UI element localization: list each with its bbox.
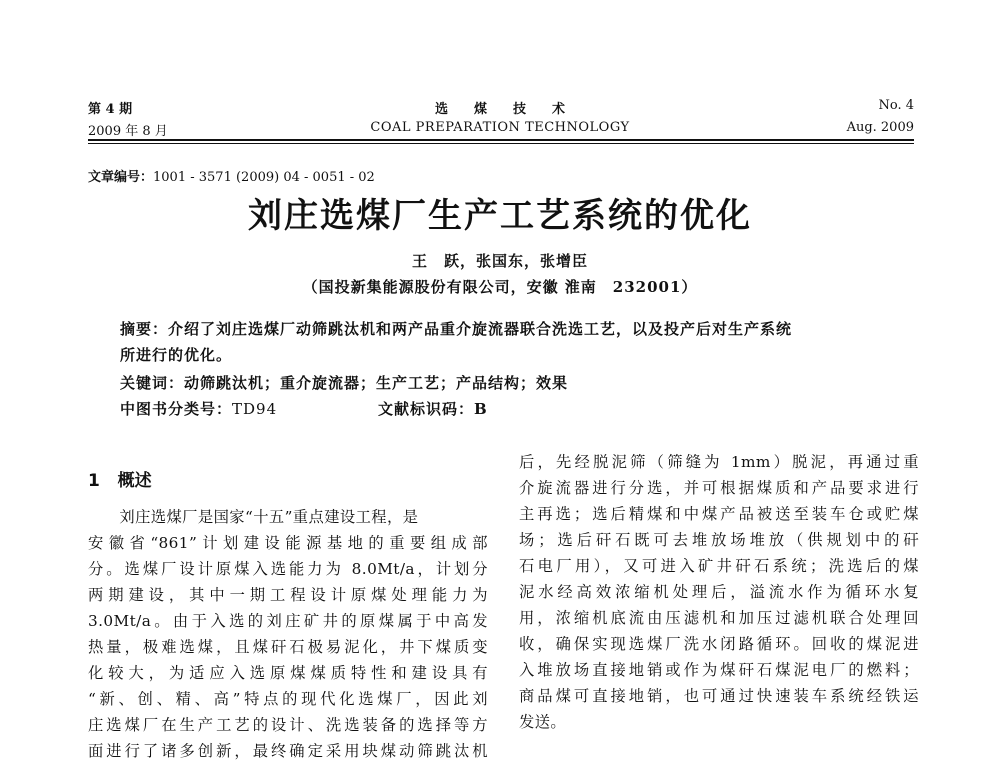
paper-title: 刘庄选煤厂生产工艺系统的优化 xyxy=(248,196,752,236)
section-title: 概述 xyxy=(117,471,152,491)
issue-number-cn: 第 4 期 xyxy=(88,102,133,117)
right-body-line: 石电厂用），又可进入矿井矸石系统；洗选后的煤 xyxy=(519,557,919,575)
left-body-line: 3.0Mt/a。由于入选的刘庄矿井的原煤属于中高发 xyxy=(88,612,488,630)
section-number: 1 xyxy=(88,471,100,491)
header-rule-thick xyxy=(88,139,914,141)
keywords xyxy=(120,372,568,393)
left-body-line: 分。选煤厂设计原煤入选能力为 8.0Mt/a，计划分 xyxy=(88,560,488,578)
abstract-line-1 xyxy=(120,318,792,339)
right-body-line: 发送。 xyxy=(519,713,567,731)
author-affiliation: （国投新集能源股份有限公司，安徽 淮南 232001） xyxy=(302,278,698,296)
abstract-label: 摘要： xyxy=(120,320,169,338)
article-number-label: 文章编号： xyxy=(88,170,154,185)
right-body-line: 泥水经高效浓缩机处理后，溢流水作为循环水复 xyxy=(519,583,919,601)
left-body-line: 化较大，为适应入选原煤煤质特性和建设具有 xyxy=(88,664,488,682)
header-rule-thin xyxy=(88,143,914,144)
clc-value: TD94 xyxy=(232,400,278,418)
clc-number xyxy=(120,398,277,419)
left-body-line: 面进行了诸多创新，最终确定采用块煤动筛跳汰机 xyxy=(88,742,488,760)
journal-title-en: COAL PREPARATION TECHNOLOGY xyxy=(370,120,630,135)
left-body-line: 两期建设，其中一期工程设计原煤处理能力为 xyxy=(88,586,488,604)
issue-number-en: No. 4 xyxy=(878,98,914,113)
right-body-line: 收，确保实现选煤厂洗水闭路循环。回收的煤泥进 xyxy=(519,635,919,653)
left-body-line: 热量，极难选煤，且煤矸石极易泥化，井下煤质变 xyxy=(88,638,488,656)
publication-date-en: Aug. 2009 xyxy=(846,120,914,135)
keywords-label: 关键词： xyxy=(120,374,185,392)
right-body-line: 介旋流器进行分选，并可根据煤质和产品要求进行 xyxy=(519,479,919,497)
article-number-value: 1001 - 3571 (2009) 04 - 0051 - 02 xyxy=(153,170,375,185)
publication-date-cn: 2009 年 8 月 xyxy=(88,124,168,139)
right-body-line: 用，浓缩机底流由压滤机和加压过滤机联合处理回 xyxy=(519,609,919,627)
document-code-value: B xyxy=(474,400,488,418)
left-body-line: 刘庄选煤厂是国家“十五”重点建设工程，是 xyxy=(88,508,419,526)
abstract-text-1: 介绍了刘庄选煤厂动筛跳汰机和两产品重介旋流器联合洗选工艺，以及投产后对生产系统 xyxy=(168,320,793,338)
document-code-label: 文献标识码： xyxy=(378,400,475,418)
journal-title-cn: 选 煤 技 术 xyxy=(434,102,565,117)
right-body-line: 后，先经脱泥筛（筛缝为 1mm）脱泥，再通过重 xyxy=(519,453,919,471)
clc-label: 中图书分类号： xyxy=(120,400,233,418)
right-body-line: 商品煤可直接地销，也可通过快速装车系统经铁运 xyxy=(519,687,919,705)
left-body-line: 庄选煤厂在生产工艺的设计、洗选装备的选择等方 xyxy=(88,716,488,734)
right-body-line: 入堆放场直接地销或作为煤矸石煤泥电厂的燃料； xyxy=(519,661,919,679)
author-list: 王 跃，张国东，张增臣 xyxy=(411,252,588,270)
section-heading xyxy=(88,466,152,491)
document-code xyxy=(378,398,488,419)
abstract-line-2: 所进行的优化。 xyxy=(120,346,233,364)
keywords-text: 动筛跳汰机；重介旋流器；生产工艺；产品结构；效果 xyxy=(184,374,569,392)
right-body-line: 场；选后矸石既可去堆放场堆放（供规划中的矸 xyxy=(519,531,919,549)
right-body-line: 主再选；选后精煤和中煤产品被送至装车仓或贮煤 xyxy=(519,505,919,523)
article-number xyxy=(88,166,375,185)
left-body-line: “新、创、精、高”特点的现代化选煤厂，因此刘 xyxy=(88,690,488,708)
left-body-line: 安徽省“861”计划建设能源基地的重要组成部 xyxy=(88,534,488,552)
